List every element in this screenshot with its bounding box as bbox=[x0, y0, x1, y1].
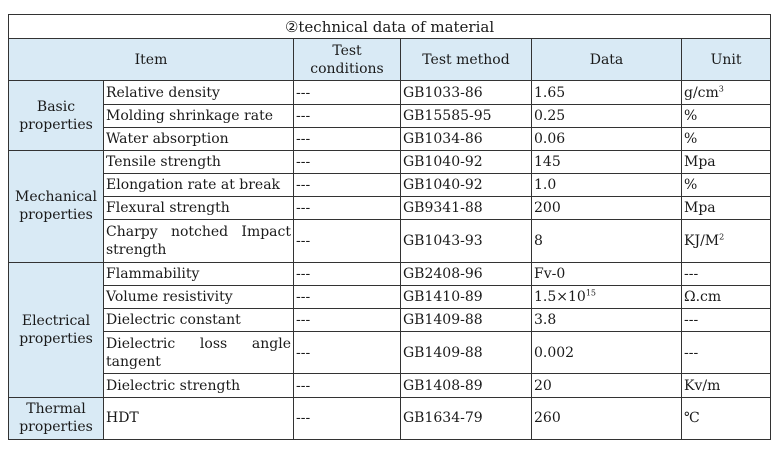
unit-superscript: 2 bbox=[719, 232, 725, 242]
unit-cell: --- bbox=[682, 309, 771, 332]
group-mechanical-properties: Mechanical properties bbox=[9, 150, 104, 262]
method-cell: GB15585-95 bbox=[401, 104, 532, 127]
group-electrical-properties: Electrical properties bbox=[9, 262, 104, 397]
table-row bbox=[9, 174, 771, 197]
unit-text: KJ/M bbox=[684, 233, 720, 250]
data-cell: 260 bbox=[532, 397, 682, 439]
header-unit: Unit bbox=[682, 39, 771, 81]
conditions-cell: --- bbox=[294, 174, 401, 197]
table-row bbox=[9, 309, 771, 332]
conditions-cell: --- bbox=[294, 150, 401, 173]
table-row bbox=[9, 81, 771, 104]
method-cell: GB1634-79 bbox=[401, 397, 532, 439]
unit-cell: % bbox=[682, 104, 771, 127]
table-row bbox=[9, 262, 771, 285]
method-cell: GB9341-88 bbox=[401, 197, 532, 220]
data-cell: 1.65 bbox=[532, 81, 682, 104]
method-cell: GB1040-92 bbox=[401, 150, 532, 173]
data-cell: 0.06 bbox=[532, 127, 682, 150]
method-cell: GB1033-86 bbox=[401, 81, 532, 104]
conditions-cell: --- bbox=[294, 104, 401, 127]
item-cell: Dielectric constant bbox=[104, 309, 294, 332]
data-cell: 1.0 bbox=[532, 174, 682, 197]
table-row bbox=[9, 150, 771, 173]
item-cell: Flexural strength bbox=[104, 197, 294, 220]
unit-cell: Mpa bbox=[682, 150, 771, 173]
item-cell: Tensile strength bbox=[104, 150, 294, 173]
unit-cell: Kv/m bbox=[682, 374, 771, 397]
conditions-cell: --- bbox=[294, 309, 401, 332]
unit-cell: --- bbox=[682, 262, 771, 285]
item-cell: Charpy notched Impact strength bbox=[104, 220, 294, 262]
method-cell: GB1410-89 bbox=[401, 285, 532, 308]
unit-text: g/cm bbox=[684, 84, 719, 101]
item-cell: HDT bbox=[104, 397, 294, 439]
conditions-cell: --- bbox=[294, 374, 401, 397]
method-cell: GB1043-93 bbox=[401, 220, 532, 262]
item-cell: Molding shrinkage rate bbox=[104, 104, 294, 127]
unit-cell: Ω.cm bbox=[682, 285, 771, 308]
method-cell: GB1409-88 bbox=[401, 332, 532, 374]
method-cell: GB1409-88 bbox=[401, 309, 532, 332]
item-cell: Volume resistivity bbox=[104, 285, 294, 308]
header-data: Data bbox=[532, 39, 682, 81]
method-cell: GB2408-96 bbox=[401, 262, 532, 285]
data-cell: 20 bbox=[532, 374, 682, 397]
data-text: 1.5×10 bbox=[534, 288, 586, 305]
unit-cell: --- bbox=[682, 332, 771, 374]
item-cell: Water absorption bbox=[104, 127, 294, 150]
unit-cell: ℃ bbox=[682, 397, 771, 439]
group-basic-properties: Basic properties bbox=[9, 81, 104, 150]
method-cell: GB1040-92 bbox=[401, 174, 532, 197]
table-row bbox=[9, 127, 771, 150]
table-row bbox=[9, 220, 771, 262]
unit-cell: Mpa bbox=[682, 197, 771, 220]
data-cell: 145 bbox=[532, 150, 682, 173]
table-row bbox=[9, 397, 771, 439]
header-test-method: Test method bbox=[401, 39, 532, 81]
data-cell: 0.002 bbox=[532, 332, 682, 374]
item-cell: Dielectric loss angle tangent bbox=[104, 332, 294, 374]
unit-cell bbox=[682, 81, 771, 104]
data-cell: 8 bbox=[532, 220, 682, 262]
conditions-cell: --- bbox=[294, 127, 401, 150]
unit-cell: % bbox=[682, 127, 771, 150]
item-cell: Elongation rate at break bbox=[104, 174, 294, 197]
table-row bbox=[9, 104, 771, 127]
data-cell: 200 bbox=[532, 197, 682, 220]
conditions-cell: --- bbox=[294, 81, 401, 104]
method-cell: GB1034-86 bbox=[401, 127, 532, 150]
data-cell: Fv-0 bbox=[532, 262, 682, 285]
unit-superscript: 3 bbox=[718, 83, 724, 93]
data-superscript: 15 bbox=[585, 288, 596, 298]
header-test-conditions: Test conditions bbox=[294, 39, 401, 81]
conditions-cell: --- bbox=[294, 220, 401, 262]
technical-data-table bbox=[8, 14, 771, 440]
conditions-cell: --- bbox=[294, 262, 401, 285]
conditions-cell: --- bbox=[294, 397, 401, 439]
data-cell bbox=[532, 285, 682, 308]
item-cell: Relative density bbox=[104, 81, 294, 104]
unit-cell: % bbox=[682, 174, 771, 197]
method-cell: GB1408-89 bbox=[401, 374, 532, 397]
data-cell: 3.8 bbox=[532, 309, 682, 332]
header-item: Item bbox=[9, 39, 294, 81]
table-row bbox=[9, 197, 771, 220]
table-row bbox=[9, 332, 771, 374]
item-cell: Dielectric strength bbox=[104, 374, 294, 397]
conditions-cell: --- bbox=[294, 332, 401, 374]
conditions-cell: --- bbox=[294, 285, 401, 308]
group-thermal-properties: Thermal properties bbox=[9, 397, 104, 439]
conditions-cell: --- bbox=[294, 197, 401, 220]
table-row bbox=[9, 285, 771, 308]
data-cell: 0.25 bbox=[532, 104, 682, 127]
table-row bbox=[9, 374, 771, 397]
table-title: ②technical data of material bbox=[9, 15, 771, 39]
item-cell: Flammability bbox=[104, 262, 294, 285]
unit-cell bbox=[682, 220, 771, 262]
